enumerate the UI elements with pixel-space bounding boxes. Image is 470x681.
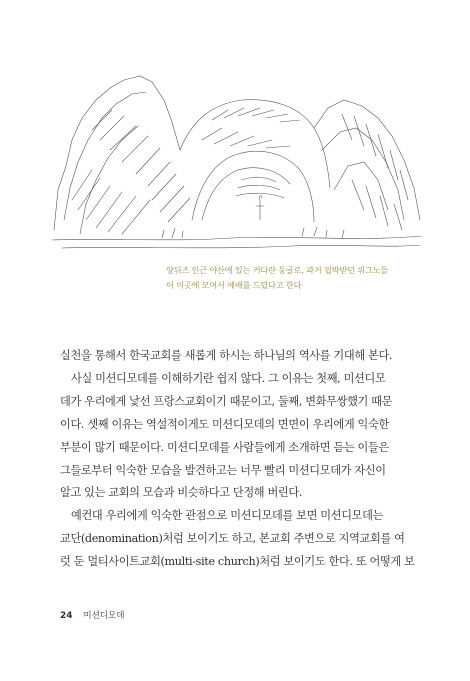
caption-line: 양뒤즈 인근 야산에 있는 커다란 동굴로, 과거 핍박받던 위그노들 [166, 265, 389, 275]
caption-line: 이 이곳에 모여서 예배를 드렸다고 한다 [166, 280, 302, 290]
paragraph-line: 럿 둔 멀티사이트교회(multi-site church)처럼 보이기도 한다. 또 어떻게 보 [60, 555, 415, 569]
body-text [60, 345, 415, 574]
illustration-caption [166, 263, 426, 293]
page-number: 24 [60, 611, 73, 621]
paragraph-line: 교단(denomination)처럼 보이기도 하고, 본교회 주변으로 지역교회를 여 [60, 532, 405, 546]
paragraph-line: 그들로부터 익숙한 모습을 발견하고는 너무 빨리 미션디모데가 자신이 [60, 463, 386, 477]
paragraph-line: 실천을 통해서 한국교회를 새롭게 하시는 하나님의 역사를 기대해 본다. [60, 349, 393, 362]
paragraph-line: 이다. 셋째 이유는 역설적이게도 미션디모데의 면면이 우리에게 익숙한 [60, 417, 389, 431]
paragraph-line: 데가 우리에게 낯선 프랑스교회이기 때문이고, 둘째, 변화무쌍했기 때문 [60, 394, 393, 408]
cave-illustration [52, 70, 422, 258]
running-title: 미션디모데 [83, 611, 125, 621]
paragraph-line: 사실 미션디모데를 이해하기란 쉽지 않다. 그 이유는 첫째, 미션디모 [71, 371, 386, 385]
page-footer [60, 609, 124, 621]
paragraph-line: 알고 있는 교회의 모습과 비슷하다고 단정해 버린다. [60, 486, 303, 500]
paragraph-line: 예컨대 우리에게 익숙한 관점으로 미션디모데를 보면 미션디모데는 [71, 509, 384, 523]
cave-sketch-icon [52, 70, 422, 258]
paragraph-line: 부분이 많기 때문이다. 미션디모데를 사람들에게 소개하면 듣는 이들은 [60, 440, 389, 454]
